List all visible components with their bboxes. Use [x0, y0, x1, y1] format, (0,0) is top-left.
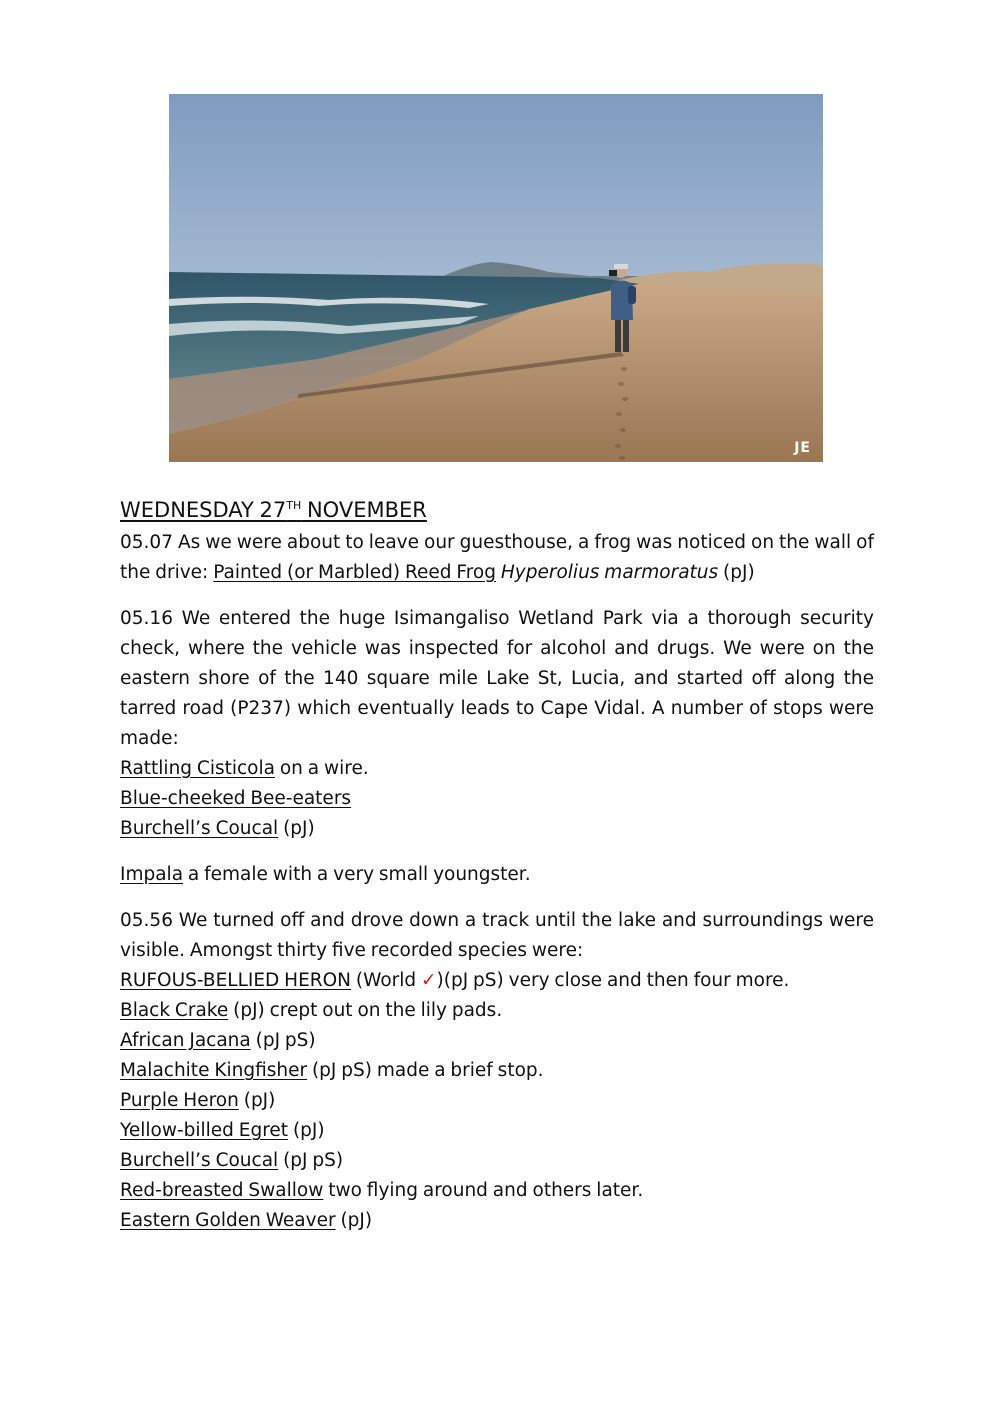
species-list-1	[120, 754, 874, 844]
species-note: a female with a very small youngster.	[183, 864, 531, 885]
species-note: (pJ)	[278, 818, 315, 839]
species-name: Eastern Golden Weaver	[120, 1210, 336, 1231]
heading-month: NOVEMBER	[301, 498, 427, 522]
lake-paragraph: 05.56 We turned off and drove down a track until the lake and surroundings were visible. Amongst thirty five recorded species were:	[120, 910, 874, 961]
park-paragraph: 05.16 We entered the huge Isimangaliso Wetland Park via a thorough security check, where the vehicle was inspected for alcohol and drugs. We were on the eastern shore of the 140 square mile Lake St, Lucia, and started off along the tarred road (P237) which eventually leads to Cape Vidal. A number of stops were made:	[120, 608, 874, 749]
species-note: (pJ)	[288, 1120, 325, 1141]
species-name: Blue-cheeked Bee-eaters	[120, 788, 352, 809]
photo-credit: JE	[794, 440, 811, 456]
heading-day: WEDNESDAY 27	[120, 498, 287, 522]
species-note: (pJ)	[335, 1210, 373, 1231]
species-note: (pJ)	[238, 1090, 276, 1111]
species-name: Malachite Kingfisher	[120, 1060, 308, 1081]
heading-superscript: TH	[286, 499, 302, 512]
species-note: (World	[351, 970, 422, 991]
species-name: Rattling Cisticola	[120, 758, 275, 779]
list-item	[120, 1086, 874, 1116]
list-item	[120, 1056, 874, 1086]
list-item	[120, 1026, 874, 1056]
frog-intro: 05.07 As we were about to leave our guesthouse, a frog was noticed on the wall of the drive:	[120, 532, 874, 583]
species-list-2	[120, 966, 874, 1236]
species-note: on a wire.	[274, 758, 369, 779]
species-note: )(pJ pS) very close and then four more.	[436, 970, 790, 991]
species-note: two flying around and others later.	[323, 1180, 644, 1201]
species-note: (pJ pS) made a brief stop.	[307, 1060, 544, 1081]
species-name: Black Crake	[120, 1000, 229, 1021]
report-body	[120, 494, 874, 1236]
list-item-heron	[120, 966, 874, 996]
species-note: (pJ pS)	[250, 1030, 316, 1051]
species-name: Burchell’s Coucal	[120, 1150, 279, 1171]
beach-photo	[169, 94, 823, 462]
list-item	[120, 784, 874, 814]
list-item	[120, 1206, 874, 1236]
species-name: Red-breasted Swallow	[120, 1180, 324, 1201]
list-item	[120, 1176, 874, 1206]
species-name: RUFOUS-BELLIED HERON	[120, 970, 352, 991]
beach-photo-illustration	[169, 94, 823, 462]
list-item	[120, 754, 874, 784]
day-heading	[120, 494, 874, 526]
frog-species: Painted (or Marbled) Reed Frog	[213, 562, 496, 583]
impala-line	[120, 860, 874, 890]
species-name: Yellow-billed Egret	[120, 1120, 289, 1141]
frog-tail: (pJ)	[718, 562, 755, 583]
list-item	[120, 1116, 874, 1146]
species-name: African Jacana	[120, 1030, 251, 1051]
frog-paragraph	[120, 528, 874, 588]
species-name: Impala	[120, 864, 184, 885]
list-item	[120, 814, 874, 844]
list-item	[120, 1146, 874, 1176]
frog-latin: Hyperolius marmoratus	[500, 562, 719, 583]
species-note: (pJ pS)	[278, 1150, 344, 1171]
species-note: (pJ) crept out on the lily pads.	[228, 1000, 503, 1021]
tick-icon: ✓	[421, 970, 437, 991]
species-name: Burchell’s Coucal	[120, 818, 279, 839]
species-name: Purple Heron	[120, 1090, 239, 1111]
list-item	[120, 996, 874, 1026]
